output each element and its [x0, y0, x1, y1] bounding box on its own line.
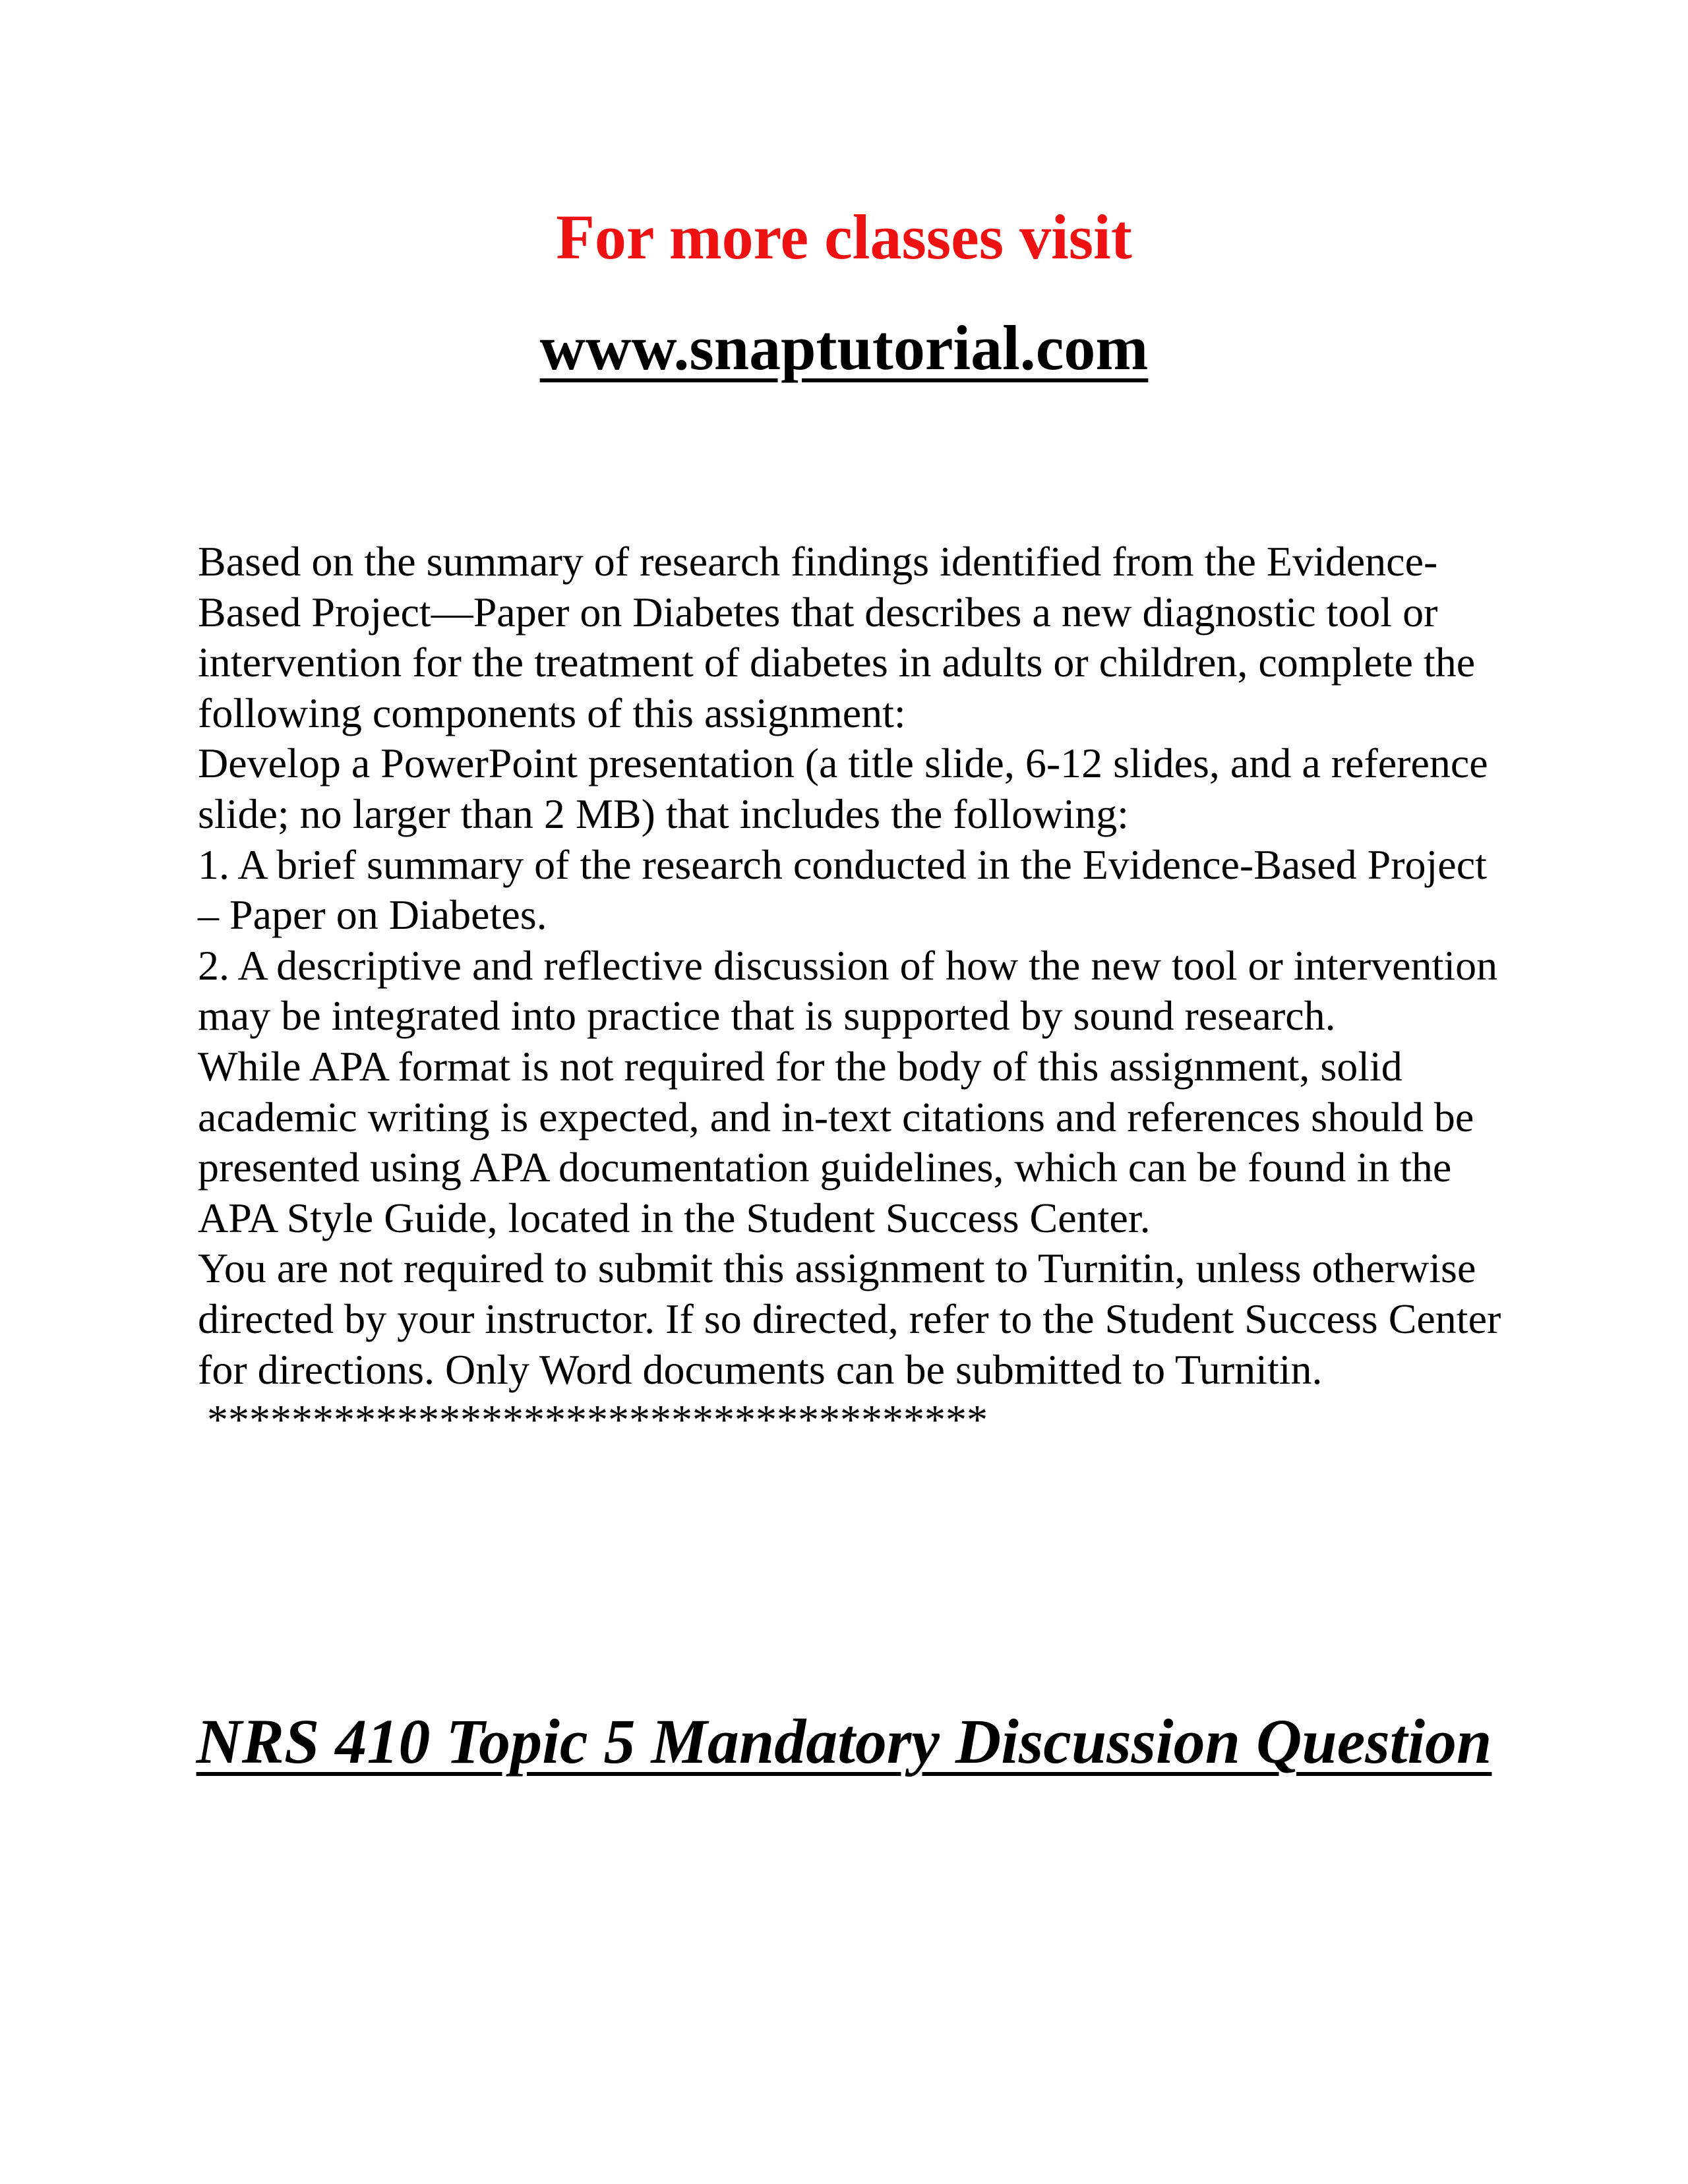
- list-item-2: 2. A descriptive and reflective discussion of how the new tool or intervention may be integrated into practice that is supported by sound research.: [198, 941, 1498, 1040]
- course-title-text: NRS 410 Topic 5 Mandatory Discussion Question: [196, 1706, 1492, 1777]
- course-title: [0, 1701, 1688, 1783]
- asterisk-separator: *************************************: [207, 1396, 988, 1444]
- develop-paragraph: Develop a PowerPoint presentation (a title slide, 6-12 slides, and a reference slide; no larger than 2 MB) that includes the following:: [198, 740, 1488, 837]
- turnitin-note-paragraph: You are not required to submit this assignment to Turnitin, unless otherwise directed by your instructor. If so directed, refer to the Student Success Center for directions. Only Word documents can be submitted to Turnitin.: [198, 1245, 1501, 1393]
- assignment-description: [198, 537, 1517, 1446]
- promo-heading: For more classes visit: [556, 202, 1132, 272]
- list-item-1: 1. A brief summary of the research conducted in the Evidence-Based Project – Paper on Diabetes.: [198, 841, 1487, 939]
- intro-paragraph: Based on the summary of research findings identified from the Evidence-Based Project—Paper on Diabetes that describes a new diagnostic tool or intervention for the treatment of diabetes in adults or children, complete the following components of this assignment:: [198, 538, 1476, 736]
- website-link-container: [0, 309, 1688, 388]
- website-link[interactable]: www.snaptutorial.com: [539, 312, 1149, 383]
- apa-note-paragraph: While APA format is not required for the body of this assignment, solid academic writing is expected, and in-text citations and references should be presented using APA documentation guidelines, which can be found in the APA Style Guide, located in the Student Success Center.: [198, 1042, 1474, 1241]
